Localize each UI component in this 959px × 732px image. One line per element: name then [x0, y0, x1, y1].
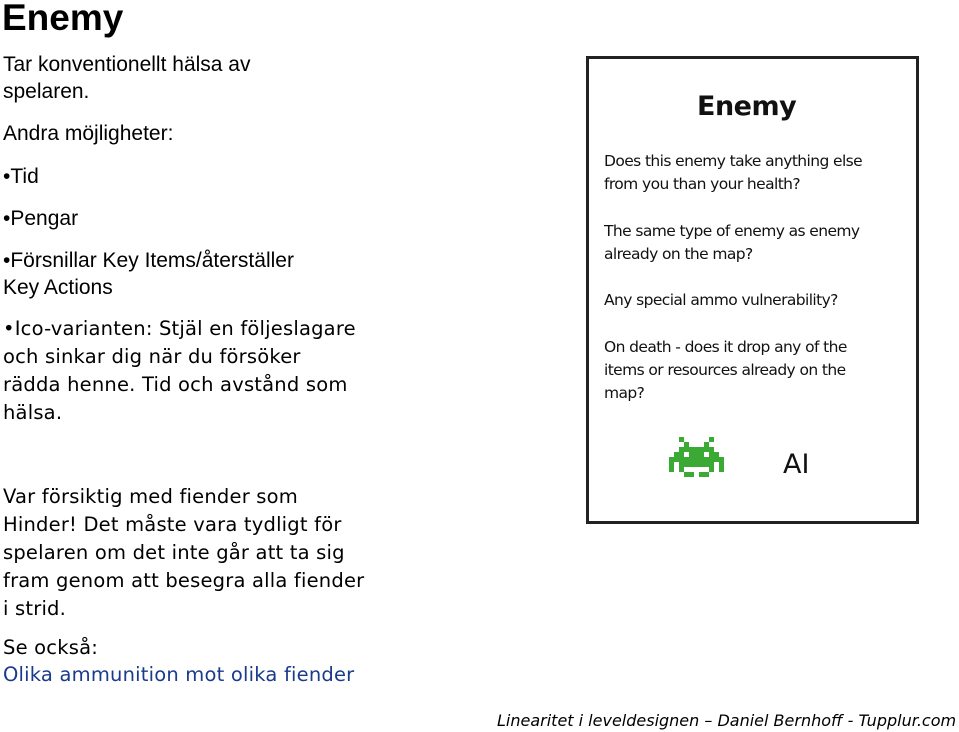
bullet-ico-line-1: Ico-varianten: Stjäl en följeslagare — [14, 317, 356, 340]
page-title: Enemy — [2, 0, 124, 38]
bullet-money-text: Pengar — [10, 207, 79, 230]
page-footer: Linearitet i leveldesignen – Daniel Bernhoff - Tupplur.com — [497, 711, 957, 730]
card-question-4 — [604, 336, 904, 405]
intro-line-2: spelaren. — [3, 80, 90, 103]
bullet-ico-line-3: rädda henne. Tid och avstånd som — [3, 373, 348, 396]
bullet-key-items-line-1: Försnillar Key Items/återställer — [10, 249, 294, 272]
bullet-ico-line-4: hälsa. — [3, 401, 63, 424]
card-question-3 — [604, 289, 904, 312]
caution-line-5: i strid. — [3, 597, 67, 620]
bullet-time — [3, 164, 39, 189]
bullet-money — [3, 206, 78, 231]
card-question-2 — [604, 220, 904, 266]
card-question-4-line-3: map? — [604, 384, 645, 402]
card-question-1 — [604, 150, 904, 196]
see-also-label: Se också: — [3, 636, 98, 659]
bullet-key-items — [3, 248, 294, 273]
caution-line-3: spelaren om det inte går att ta sig — [3, 541, 345, 564]
card-ai-label: AI — [783, 449, 810, 480]
alternatives-heading: Andra möjligheter: — [3, 122, 174, 145]
bullet-key-items-line-2: Key Actions — [3, 276, 113, 299]
card-title: Enemy — [697, 91, 797, 122]
card-question-3-line-1: Any special ammo vulnerability? — [604, 291, 838, 309]
bullet-ico-line-2: och sinkar dig när du försöker — [3, 345, 301, 368]
space-invader-icon — [669, 437, 724, 482]
invader-pixels — [669, 437, 724, 477]
card-question-4-line-2: items or resources already on the — [604, 361, 846, 379]
caution-line-4: fram genom att besegra alla fiender — [3, 569, 365, 592]
card-question-2-line-2: already on the map? — [604, 245, 753, 263]
card-question-4-line-1: On death - does it drop any of the — [604, 338, 847, 356]
caution-line-2: Hinder! Det måste vara tydligt för — [3, 513, 342, 536]
bullet-ico — [3, 315, 356, 343]
intro-line-1: Tar konventionellt hälsa av — [3, 53, 251, 76]
bullet-time-text: Tid — [10, 165, 39, 188]
see-also-link[interactable]: Olika ammunition mot olika fiender — [3, 663, 355, 686]
caution-line-1: Var försiktig med fiender som — [3, 485, 298, 508]
enemy-card — [586, 56, 919, 524]
card-question-2-line-1: The same type of enemy as enemy — [604, 222, 860, 240]
card-question-1-line-1: Does this enemy take anything else — [604, 152, 863, 170]
card-question-1-line-2: from you than your health? — [604, 175, 801, 193]
